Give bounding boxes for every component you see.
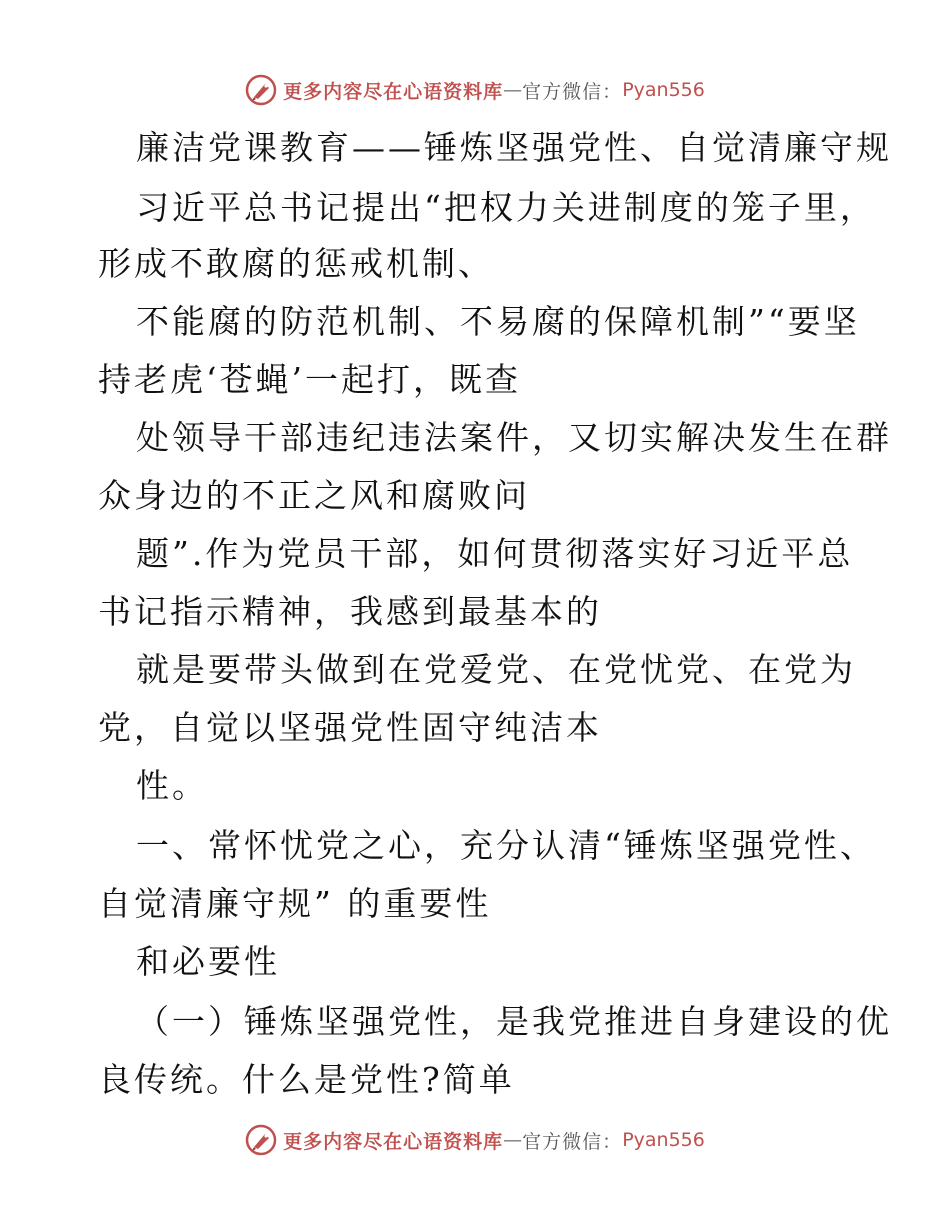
paragraph-line: 处领导干部违纪违法案件，又切实解决发生在群 xyxy=(136,418,892,457)
paragraph-line: 性。 xyxy=(136,766,208,805)
paragraph-line: 众身边的不正之风和腐败问 xyxy=(98,476,530,515)
watermark-official-label: 官方微信： xyxy=(522,1130,623,1153)
watermark-site-text: 更多内容尽在心语资料库 xyxy=(283,1130,504,1153)
paragraph-line: 不能腐的防范机制、不易腐的保障机制”“要坚 xyxy=(136,302,860,341)
watermark-site-text: 更多内容尽在心语资料库 xyxy=(283,80,504,103)
paragraph-line: 习近平总书记提出“把权力关进制度的笼子里， xyxy=(136,188,876,227)
watermark-dash: — xyxy=(503,1129,523,1151)
paragraph-line: 党，自觉以坚强党性固守纯洁本 xyxy=(98,708,602,747)
paragraph-line: 书记指示精神，我感到最基本的 xyxy=(98,592,602,631)
watermark-official-label: 官方微信： xyxy=(522,80,623,103)
paragraph-line: 题”.作为党员干部，如何贯彻落实好习近平总 xyxy=(136,534,854,573)
footer-watermark xyxy=(0,1122,950,1158)
paragraph-line: 形成不敢腐的惩戒机制、 xyxy=(98,244,494,283)
pen-nib-logo-icon xyxy=(245,1124,277,1156)
paragraph-line: 就是要带头做到在党爱党、在党忧党、在党为 xyxy=(136,650,856,689)
paragraph-line: （一）锤炼坚强党性，是我党推进自身建设的优 xyxy=(136,1002,892,1041)
watermark-dash: — xyxy=(503,79,523,101)
paragraph-line: 良传统。什么是党性?简单 xyxy=(98,1060,515,1099)
section-heading-line: 自觉清廉守规” 的重要性 xyxy=(98,884,492,923)
section-heading-line: 和必要性 xyxy=(136,942,280,981)
section-heading-line: 一、常怀忧党之心，充分认清“锤炼坚强党性、 xyxy=(136,826,876,865)
watermark-wechat-id: Pyan556 xyxy=(622,79,705,101)
header-watermark xyxy=(0,72,950,108)
pen-nib-logo-icon xyxy=(245,74,277,106)
document-title: 廉洁党课教育——锤炼坚强党性、自觉清廉守规 xyxy=(136,128,892,167)
watermark-wechat-id: Pyan556 xyxy=(622,1129,705,1151)
paragraph-line: 持老虎‘苍蝇’一起打，既查 xyxy=(98,360,521,399)
